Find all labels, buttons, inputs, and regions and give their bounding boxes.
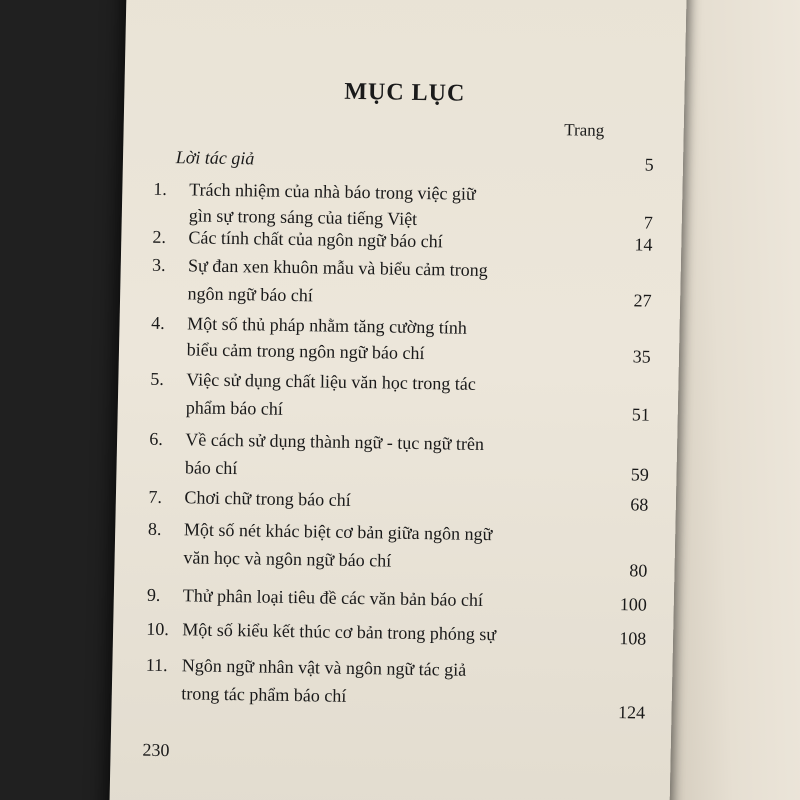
toc-preface-page: 5	[644, 154, 654, 175]
toc-entry	[146, 582, 647, 615]
toc-entry-title-line1: Các tính chất của ngôn ngữ báo chí	[188, 227, 443, 252]
toc-entry-title-line2: phẩm báo chí	[185, 397, 283, 419]
toc-preface	[154, 144, 654, 175]
toc-entry-number: 4.	[151, 312, 165, 333]
toc-entry-title-line1: Một số thủ pháp nhằm tăng cường tính	[187, 313, 468, 338]
toc-entry-title-line1: Sự đan xen khuôn mẫu và biểu cảm trong	[187, 255, 488, 281]
toc-entry-page: 68	[630, 494, 649, 515]
toc-entry-title-line2: văn học và ngôn ngữ báo chí	[183, 547, 392, 571]
toc-entry	[149, 426, 650, 485]
page-folio-number: 230	[142, 739, 170, 761]
toc-entry-page: 7	[643, 212, 653, 233]
toc-entry-title-line1: Thử phân loại tiêu đề các văn bản báo chí	[182, 585, 484, 611]
toc-entry-title-line2: biểu cảm trong ngôn ngữ báo chí	[186, 339, 425, 364]
toc-entry-number: 6.	[149, 428, 164, 449]
toc-entry-page: 124	[617, 702, 646, 723]
toc-entry-title-line1: Ngôn ngữ nhân vật và ngôn ngữ tác giả	[181, 655, 467, 680]
toc-entry-page: 51	[631, 404, 650, 425]
toc-entry-title-line2: báo chí	[184, 457, 238, 479]
toc-entry	[147, 516, 648, 581]
page-title: MỤC LỤC	[344, 78, 466, 107]
toc-entry-page: 59	[630, 464, 650, 485]
toc-entry-page: 27	[633, 290, 652, 311]
toc-entry-title-line2: gìn sự trong sáng của tiếng Việt	[188, 205, 418, 229]
toc-entry-page: 100	[619, 594, 647, 615]
toc-entry	[153, 176, 653, 233]
toc-entry-page: 108	[619, 628, 647, 649]
toc-entry-title-line1: Về cách sử dụng thành ngữ - tục ngữ trên	[185, 429, 485, 455]
toc-entry-number: 10.	[146, 618, 170, 640]
toc-entry-number: 7.	[148, 486, 163, 507]
toc-entry-page: 35	[632, 346, 651, 367]
toc-entry-page: 14	[634, 234, 653, 255]
toc-entry-title-line1: Một số kiểu kết thúc cơ bản trong phóng sự	[182, 619, 497, 645]
toc-entry-number: 8.	[147, 518, 162, 539]
toc-entry	[146, 616, 647, 649]
toc-entry-number: 11.	[145, 654, 168, 676]
toc-entry-title-line1: Một số nét khác biệt cơ bản giữa ngôn ngữ	[183, 519, 493, 545]
toc-entry-title-line1: Chơi chữ trong báo chí	[184, 487, 351, 510]
toc-entry-title-line1: Trách nhiệm của nhà báo trong việc giữ	[189, 179, 476, 204]
toc-entry-number: 2.	[152, 226, 167, 247]
toc-entry-number: 5.	[150, 368, 164, 389]
toc-preface-label: Lời tác giả	[175, 147, 255, 169]
toc-entry-title-line2: ngôn ngữ báo chí	[187, 283, 314, 306]
toc-entry	[145, 652, 646, 723]
page-column-label: Trang	[564, 120, 605, 140]
toc-entry-number: 1.	[153, 178, 167, 199]
toc-entry-title-line1: Việc sử dụng chất liệu văn học trong tác	[186, 369, 477, 394]
toc-entry-number: 3.	[151, 254, 166, 275]
toc-entry-page: 80	[629, 560, 648, 581]
toc-entry-title-line2: trong tác phẩm báo chí	[181, 683, 347, 706]
toc-entry-number: 9.	[146, 584, 161, 605]
